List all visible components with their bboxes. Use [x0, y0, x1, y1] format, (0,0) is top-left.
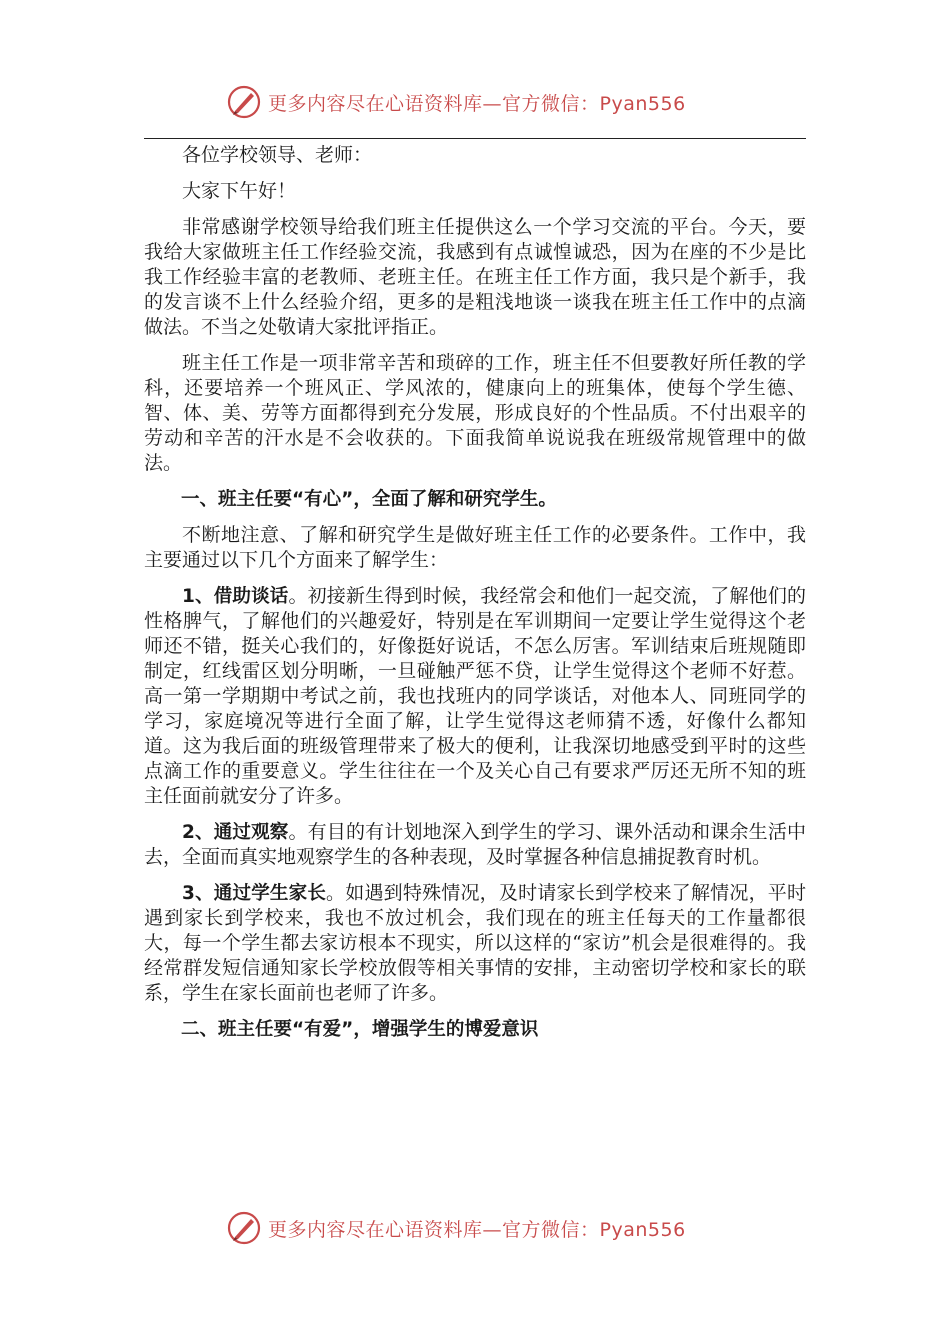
pen-logo-icon	[226, 1210, 262, 1246]
paragraph-2: 班主任工作是一项非常辛苦和琐碎的工作，班主任不但要教好所任教的学科，还要培养一个班风正、学风浓的，健康向上的班集体，使每个学生德、智、体、美、劳等方面都得到充分发展，形成良好的个性品质。不付出艰辛的劳动和辛苦的汗水是不会收获的。下面我简单说说我在班级常规管理中的做法。	[144, 352, 806, 474]
document-body	[144, 143, 806, 1053]
section-heading-1: 一、班主任要“有心”，全面了解和研究学生。	[181, 489, 557, 510]
item-2-title: 2、通过观察	[182, 822, 289, 843]
item-1	[144, 584, 806, 809]
header-banner	[226, 82, 746, 122]
pen-logo-icon	[226, 84, 262, 120]
greeting: 各位学校领导、老师：	[182, 144, 373, 166]
item-2-text: 。有目的有计划地深入到学生的学习、课外活动和课余生活中去，全面而真实地观察学生的各种表现，及时掌握各种信息捕捉教育时机。	[144, 821, 806, 868]
item-2	[144, 820, 806, 870]
item-1-title: 1、借助谈话	[182, 586, 289, 607]
item-3	[144, 881, 806, 1006]
paragraph-3: 不断地注意、了解和研究学生是做好班主任工作的必要条件。工作中，我主要通过以下几个方面来了解学生：	[144, 524, 806, 571]
banner-text: 更多内容尽在心语资料库—官方微信：Pyan556	[268, 92, 686, 115]
paragraph-1: 非常感谢学校领导给我们班主任提供这么一个学习交流的平台。今天，要我给大家做班主任工作经验交流，我感到有点诚惶诚恐，因为在座的不少是比我工作经验丰富的老教师、老班主任。在班主任工作方面，我只是个新手，我的发言谈不上什么经验介绍，更多的是粗浅地谈一谈我在班主任工作中的点滴做法。不当之处敬请大家批评指正。	[144, 216, 806, 338]
header-rule	[144, 138, 806, 139]
section-heading-2: 二、班主任要“有爱”，增强学生的博爱意识	[181, 1019, 539, 1040]
banner-text: 更多内容尽在心语资料库—官方微信：Pyan556	[268, 1218, 686, 1241]
item-3-text: 。如遇到特殊情况，及时请家长到学校来了解情况，平时遇到家长到学校来，我也不放过机会，我们现在的班主任每天的工作量都很大，每一个学生都去家访根本不现实，所以这样的“家访”机会是很难得的。我经常群发短信通知家长学校放假等相关事情的安排，主动密切学校和家长的联系，学生在家长面前也老师了许多。	[144, 882, 806, 1004]
footer-banner	[226, 1208, 746, 1248]
hello: 大家下午好！	[182, 180, 297, 202]
item-1-text: 。初接新生得到时候，我经常会和他们一起交流，了解他们的性格脾气，了解他们的兴趣爱好，特别是在军训期间一定要让学生觉得这个老师还不错，挺关心我们的，好像挺好说话，不怎么厉害。军训结束后班规随即制定，红线雷区划分明晰，一旦碰触严惩不贷，让学生觉得这个老师不好惹。高一第一学期期中考试之前，我也找班内的同学谈话，对他本人、同班同学的学习，家庭境况等进行全面了解，让学生觉得这老师猜不透，好像什么都知道。这为我后面的班级管理带来了极大的便利，让我深切地感受到平时的这些点滴工作的重要意义。学生往往在一个及关心自己有要求严厉还无所不知的班主任面前就安分了许多。	[144, 585, 806, 807]
wechat-id: Pyan556	[599, 1218, 686, 1241]
item-3-title: 3、通过学生家长	[182, 883, 327, 904]
wechat-id: Pyan556	[599, 92, 686, 115]
